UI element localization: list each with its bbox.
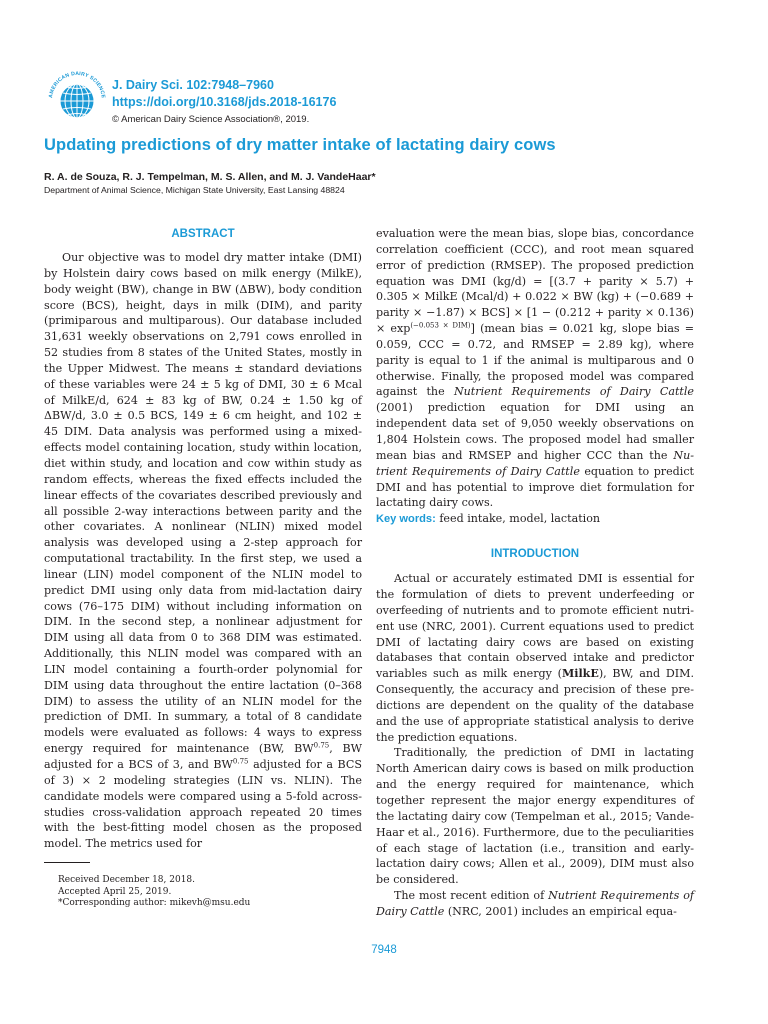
abstract-paragraph: Our objective was to model dry matter intake (DMI) by Holstein dairy cows based on milk energy (MilkE), body weight (BW), change in BW (ΔBW), body condition score (BCS), height, days in milk (DIM), and parity (primiparous and multiparous). Our database included 31,631 weekly observations on 2,791 cows enrolled in 52 studies from 8 states of the United States, mostly in the Upper Midwest. The means ± standard deviations of these variables were 24 ± 5 kg of DMI, 30 ± 6 Mcal of MilkE/d, 624 ± 83 kg of BW, 0.24 ± 1.50 kg of ΔBW/d, 3.0 ± 0.5 BCS, 149 ± 6 cm height, and 102 ± 45 DIM. Data analysis was performed using a mixed-effects model containing location, study within location, diet within study, and location and cow within study as random effects, whereas the fixed effects included the linear effects of the covariates described previously and all possible 2-way interactions between parity and the other covariates. A nonlinear (NLIN) mixed model analysis was developed using a 2-step approach for computational tractability. In the first step, we used a linear (LIN) model component of the NLIN model to predict DMI using only data from mid-lactation dairy cows (76–175 DIM) without including information on DIM. In the second step, a nonlinear adjustment for DIM using all data from 0 to 368 DIM was estimated. Additionally, this NLIN model was compared with an LIN model containing a fourth-order polynomial for DIM using data throughout the entire lactation (0–368 DIM) to assess the utility of an NLIN model for the prediction of DMI. In summary, a total of 8 candidate models were evaluated as follows: 4 ways to express energy required for maintenance (BW, $BW^{0.75}$, BW adjusted for a BCS of 3, and $BW^{0.75}$ adjusted for a BCS of 3) × 2 modeling strategies (LIN vs. NLIN). The candidate models were compared using a 5-fold across-studies cross-validation approach repeated 20 times with the best-fitting model chosen as the proposed model. The metrics used for xyxy=(44,251,362,851)
affiliation: Department of Animal Science, Michigan State University, East Lansing 48824 xyxy=(44,185,345,195)
corresponding-author: *Corresponding author: mikevh@msu.edu xyxy=(58,898,251,909)
keywords-label: Key words: xyxy=(376,513,436,526)
article-title: Updating predictions of dry matter intake of lactating dairy cows xyxy=(44,136,556,154)
copyright-notice: © American Dairy Science Association®, 2019. xyxy=(112,114,310,125)
intro-paragraph-3: The most recent edition of Nutrient Requirements of Dairy Cattle (NRC, 2001) includes an empirical equa- xyxy=(376,889,694,918)
footnote-divider xyxy=(44,862,90,863)
intro-paragraph-2: Traditionally, the prediction of DMI in lactating North American dairy cows is based on milk production and the energy required for maintenance, which together represent the major energy expenditures of the lactating dairy cow (Tempelman et al., 2015; VandeHaar et al., 2016). Furthermore, due to the peculiarities of each stage of lactation (i.e., transition and early-lactation dairy cows; Allen et al., 2009), DIM must also be considered. xyxy=(376,746,694,887)
keywords-text: feed intake, model, lactation xyxy=(439,512,601,526)
page-number: 7948 xyxy=(371,944,397,956)
right-column xyxy=(376,226,694,920)
doi-link[interactable]: https://doi.org/10.3168/jds.2018-16176 xyxy=(112,95,337,109)
accepted-date: Accepted April 25, 2019. xyxy=(58,886,172,897)
left-column xyxy=(44,226,362,852)
intro-paragraph-1: Actual or accurately estimated DMI is essential for the formulation of diets to prevent underfeeding or overfeeding of nutrients and to promote efficient nutrient use (NRC, 2001). Current equations used to predict DMI of lactating dairy cows are based on existing databases that contain observed intake and predictor variables such as milk energy (MilkE), BW, and DIM. Consequently, the accuracy and precision of these predictions are dependent on the quality of the database and the use of appropriate statistical analysis to derive the prediction equations. xyxy=(376,572,694,744)
abstract-continuation: evaluation were the mean bias, slope bias, concordance correlation coefficient (CCC), and root mean squared error of prediction (RMSEP). The proposed prediction equation was DMI (kg/d) = [(3.7 + parity × 5.7) + 0.305 × MilkE (Mcal/d) + 0.022 × BW (kg) + (−0.689 + parity × −1.87) × BCS] × [1 − (0.212 + parity × $0.136) \times \exp^{(-0.053 \times DIM)}$] (mean bias = 0.021 kg, slope bias = 0.059, CCC = 0.72, and RMSEP = 2.89 kg), where parity is equal to 1 if the animal is multiparous and 0 otherwise. Finally, the proposed model was compared against the Nutrient Requirements of Dairy Cattle (2001) prediction equation for DMI using an independent data set of 9,050 weekly observations on 1,804 Holstein cows. The proposed model had smaller mean bias and RMSEP and higher CCC than the Nutrient Requirements of Dairy Cattle equation to predict DMI and has potential to improve diet formulation for lactating dairy cows. xyxy=(376,227,694,510)
abstract-heading: ABSTRACT xyxy=(171,228,235,240)
svg-text:AMERICAN DAIRY SCIENCE ASSOCIA: AMERICAN DAIRY SCIENCE xyxy=(48,70,106,99)
author-list: R. A. de Souza, R. J. Tempelman, M. S. Allen, and M. J. VandeHaar* xyxy=(44,171,376,183)
journal-citation: J. Dairy Sci. 102:7948–7960 xyxy=(112,78,274,92)
footnotes xyxy=(58,875,250,910)
introduction-heading: INTRODUCTION xyxy=(490,548,580,561)
ads-globe-logo-icon xyxy=(44,64,110,130)
keywords xyxy=(376,511,694,527)
received-date: Received December 18, 2018. xyxy=(58,875,196,885)
journal-header xyxy=(112,77,336,127)
